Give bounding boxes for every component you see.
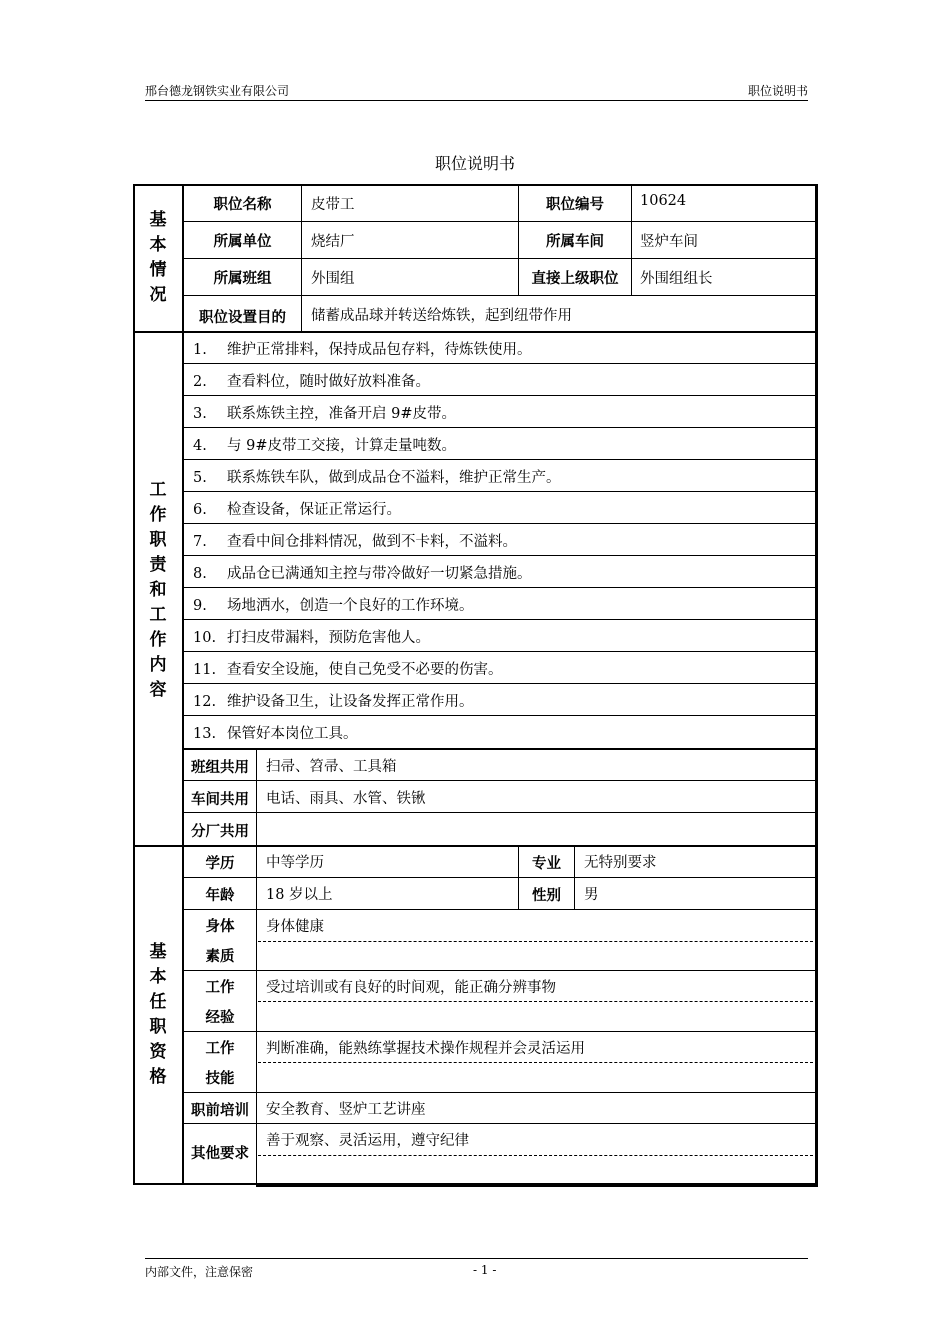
position-code: 10624	[640, 193, 687, 209]
table-shadow-right	[815, 186, 818, 1186]
major: 无特别要求	[584, 855, 657, 871]
gender: 男	[584, 887, 599, 903]
duty-item: 5. 联系炼铁车队，做到成品仓不溢料，维护正常生产。	[193, 470, 561, 486]
section-label-qualifications: 基本任职资格	[149, 942, 167, 1087]
row-line	[183, 877, 815, 878]
experience-label-2: 经验	[205, 1010, 235, 1026]
skills-label: 工作	[205, 1041, 235, 1057]
gender-label: 性别	[532, 888, 561, 904]
row-line	[183, 1031, 815, 1032]
duty-item: 10. 打扫皮带漏料，预防危害他人。	[193, 630, 430, 646]
major-label: 专业	[532, 856, 561, 872]
training: 安全教育、竖炉工艺讲座	[266, 1102, 426, 1118]
row-line	[183, 523, 815, 524]
col-line	[256, 749, 257, 845]
page-number: - 1 -	[473, 1263, 497, 1277]
workshop-label: 所属车间	[546, 234, 604, 250]
row-line	[183, 363, 815, 364]
duty-item: 3. 联系炼铁主控，准备开启 9#皮带。	[193, 406, 456, 422]
section-divider	[133, 331, 818, 333]
physical-label-2: 素质	[205, 949, 235, 965]
row-line	[183, 812, 815, 813]
section-label-basic: 基本情况	[149, 210, 167, 305]
physical-label: 身体	[205, 919, 235, 935]
row-line	[183, 427, 815, 428]
section-column-divider	[182, 186, 184, 1184]
dashed-line	[258, 941, 813, 942]
team: 外围组	[311, 271, 355, 287]
row-line	[183, 1092, 815, 1093]
physical: 身体健康	[266, 919, 324, 935]
education-label: 学历	[205, 856, 235, 872]
row-line	[183, 683, 815, 684]
page-footer	[145, 1258, 808, 1279]
company-name: 邢台德龙钢铁实业有限公司	[145, 84, 290, 98]
position-name: 皮带工	[311, 197, 355, 213]
row-line	[183, 651, 815, 652]
header-doc-type: 职位说明书	[747, 84, 808, 98]
position-name-label: 职位名称	[213, 197, 272, 213]
purpose: 储蓄成品球并转送给炼铁，起到纽带作用	[311, 308, 572, 324]
duty-item: 2. 查看料位，随时做好放料准备。	[193, 374, 430, 390]
training-label: 职前培训	[191, 1103, 249, 1119]
col-line	[574, 847, 575, 909]
row-line	[183, 1123, 815, 1124]
experience-label: 工作	[205, 980, 235, 996]
job-description-table	[133, 184, 818, 1185]
row-line	[183, 715, 815, 716]
col-line	[631, 186, 632, 295]
row-line	[183, 909, 815, 910]
section-divider	[133, 845, 818, 847]
plant-shared-label: 分厂共用	[191, 824, 249, 840]
age: 18 岁以上	[266, 887, 333, 903]
duty-item: 13. 保管好本岗位工具。	[193, 726, 358, 742]
duty-item: 12. 维护设备卫生，让设备发挥正常作用。	[193, 694, 474, 710]
skills: 判断准确，能熟练掌握技术操作规程并会灵活运用	[266, 1041, 585, 1057]
unit: 烧结厂	[311, 234, 355, 250]
team-shared-label: 班组共用	[191, 760, 249, 776]
dashed-line	[258, 1001, 813, 1002]
duty-item: 9. 场地洒水，创造一个良好的工作环境。	[193, 598, 474, 614]
page-title: 职位说明书	[434, 154, 515, 173]
row-line	[183, 258, 815, 259]
row-line	[183, 970, 815, 971]
row-line	[183, 491, 815, 492]
row-line	[183, 221, 815, 222]
page-header	[145, 80, 808, 101]
unit-label: 所属单位	[213, 234, 272, 250]
duty-item: 11. 查看安全设施，使自己免受不必要的伤害。	[193, 662, 503, 678]
row-line	[183, 555, 815, 556]
workshop: 竖炉车间	[640, 234, 698, 250]
team-label: 所属班组	[213, 271, 272, 287]
duty-item: 1. 维护正常排料，保持成品包存料，待炼铁使用。	[193, 342, 532, 358]
duty-item: 6. 检查设备，保证正常运行。	[193, 502, 401, 518]
purpose-label: 职位设置目的	[199, 310, 286, 326]
row-line	[183, 459, 815, 460]
table-shadow-bottom	[256, 1184, 818, 1187]
row-line	[183, 395, 815, 396]
team-shared: 扫帚、笤帚、工具箱	[266, 759, 397, 775]
confidential-note: 内部文件，注意保密	[145, 1265, 254, 1279]
age-label: 年龄	[205, 888, 235, 904]
dashed-line	[258, 1062, 813, 1063]
duty-item: 8. 成品仓已满通知主控与带冷做好一切紧急措施。	[193, 566, 532, 582]
row-line	[183, 587, 815, 588]
col-line	[256, 847, 257, 1184]
workshop-shared: 电话、雨具、水管、铁锹	[266, 791, 426, 807]
duty-item: 7. 查看中间仓排料情况，做到不卡料，不溢料。	[193, 534, 517, 550]
other-label: 其他要求	[191, 1146, 249, 1162]
row-line	[183, 748, 815, 750]
row-line	[183, 295, 815, 296]
skills-label-2: 技能	[205, 1071, 235, 1087]
row-line	[183, 780, 815, 781]
workshop-shared-label: 车间共用	[191, 792, 249, 808]
col-line	[301, 186, 302, 331]
position-code-label: 职位编号	[546, 197, 604, 213]
superior-label: 直接上级职位	[531, 271, 619, 287]
superior: 外围组组长	[640, 271, 713, 287]
other: 善于观察、灵活运用，遵守纪律	[266, 1133, 469, 1149]
section-label-duties: 工作职责和工作内容	[149, 480, 167, 700]
dashed-line	[258, 1155, 813, 1156]
duty-item: 4. 与 9#皮带工交接，计算走量吨数。	[193, 438, 456, 454]
row-line	[183, 619, 815, 620]
experience: 受过培训或有良好的时间观，能正确分辨事物	[266, 980, 556, 996]
education: 中等学历	[266, 855, 324, 871]
